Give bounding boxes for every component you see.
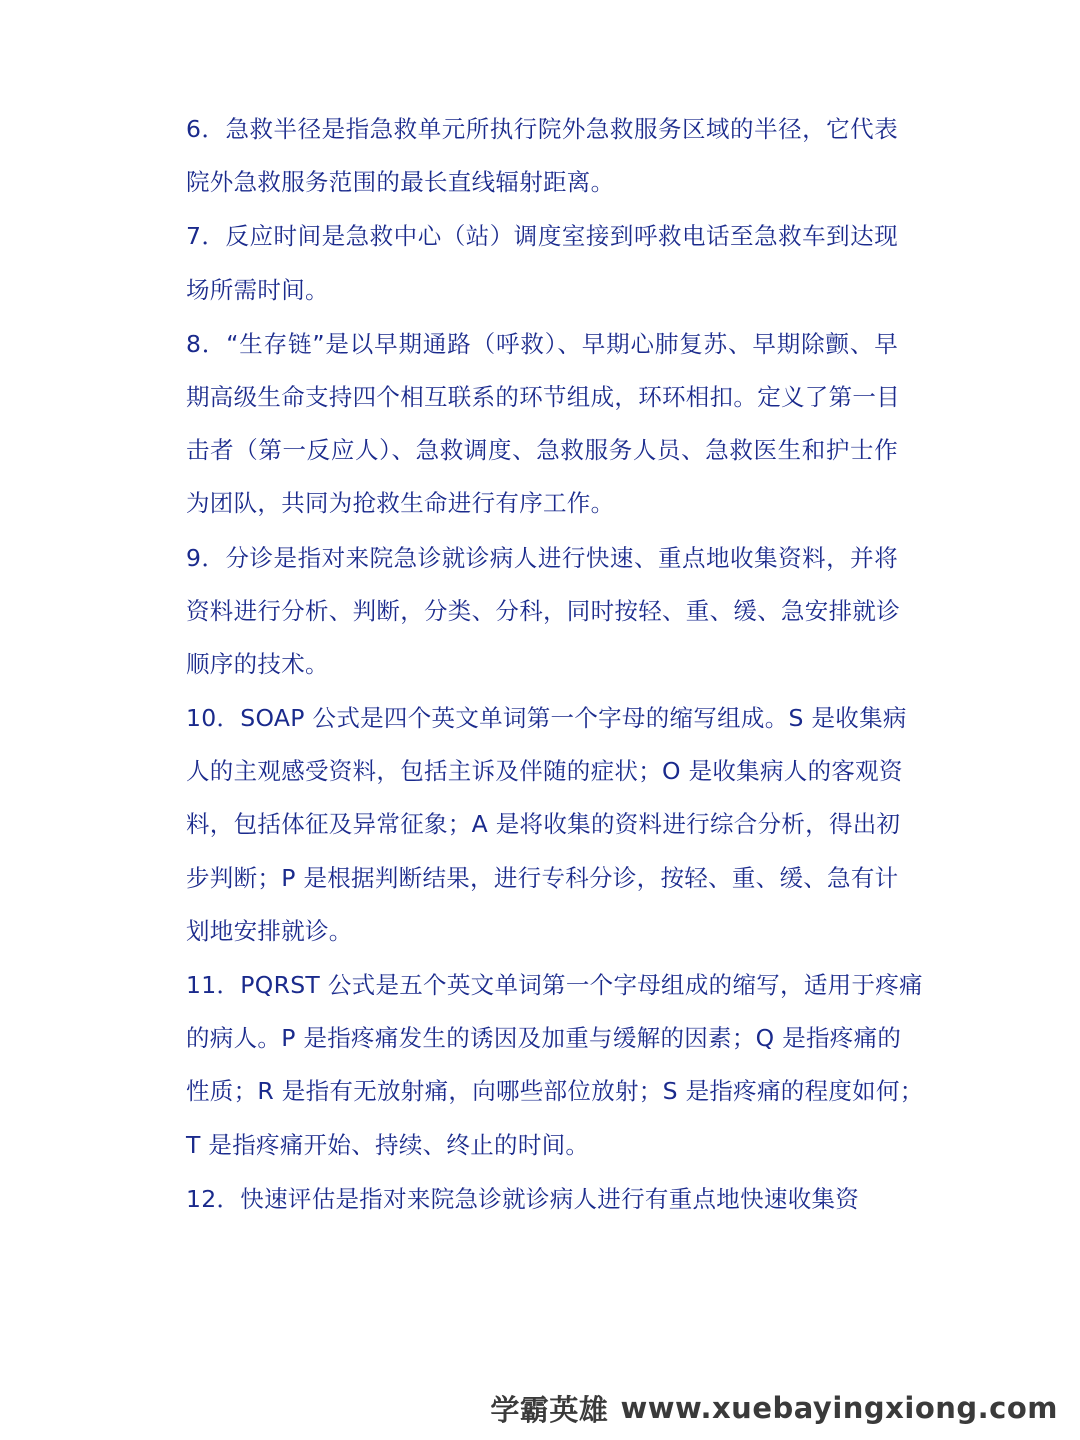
text-line: 顺序的技术。 — [186, 649, 329, 678]
text-line: 划地安排就诊。 — [186, 916, 353, 945]
footer-site-url: www.xuebayingxiong.com — [620, 1391, 1058, 1425]
text-line: 的病人。P 是指疼痛发生的诱因及加重与缓解的因素；Q 是指疼痛的 — [186, 1024, 902, 1053]
text-line: 11．PQRST 公式是五个英文单词第一个字母组成的缩写，适用于疼痛 — [186, 971, 923, 999]
text-line: 场所需时间。 — [186, 275, 329, 304]
text-line: T 是指疼痛开始、持续、终止的时间。 — [186, 1130, 590, 1159]
text-line: 人的主观感受资料，包括主诉及伴随的症状；O 是收集病人的客观资 — [186, 757, 903, 786]
text-line: 击者（第一反应人）、急救调度、急救服务人员、急救医生和护士作 — [186, 436, 898, 465]
paragraph-item-6 — [186, 103, 898, 209]
paragraph-item-7 — [186, 210, 898, 316]
footer-site-name: 学霸英雄 — [490, 1392, 609, 1427]
paragraph-item-8 — [186, 318, 898, 531]
document-body — [186, 103, 924, 1227]
paragraph-item-11 — [186, 959, 924, 1172]
text-line: 步判断；P 是根据判断结果，进行专科分诊，按轻、重、缓、急有计 — [186, 863, 899, 892]
text-line: 6．急救半径是指急救单元所执行院外急救服务区域的半径，它代表 — [186, 115, 898, 143]
paragraph-item-12 — [186, 1173, 898, 1226]
text-line: 料，包括体征及异常征象；A 是将收集的资料进行综合分析，得出初 — [186, 810, 901, 839]
footer-watermark — [490, 1386, 1058, 1430]
text-line: 期高级生命支持四个相互联系的环节组成，环环相扣。定义了第一目 — [186, 382, 900, 411]
text-line: 8．“生存链”是以早期通路（呼救）、早期心肺复苏、早期除颤、早 — [186, 329, 898, 358]
text-line: 性质；R 是指有无放射痛，向哪些部位放射；S 是指疼痛的程度如何； — [186, 1077, 924, 1106]
text-line: 7．反应时间是急救中心（站）调度室接到呼救电话至急救车到达现 — [186, 222, 898, 251]
text-line: 9．分诊是指对来院急诊就诊病人进行快速、重点地收集资料，并将 — [186, 543, 898, 572]
text-line: 院外急救服务范围的最长直线辐射距离。 — [186, 168, 615, 197]
paragraph-item-10 — [186, 692, 907, 958]
paragraph-item-9 — [186, 532, 898, 692]
text-line: 10．SOAP 公式是四个英文单词第一个字母的缩写组成。S 是收集病 — [186, 704, 907, 733]
text-line: 资料进行分析、判断，分类、分科，同时按轻、重、缓、急安排就诊 — [186, 596, 900, 625]
text-line: 12．快速评估是指对来院急诊就诊病人进行有重点地快速收集资 — [186, 1184, 860, 1213]
text-line: 为团队，共同为抢救生命进行有序工作。 — [186, 489, 615, 518]
